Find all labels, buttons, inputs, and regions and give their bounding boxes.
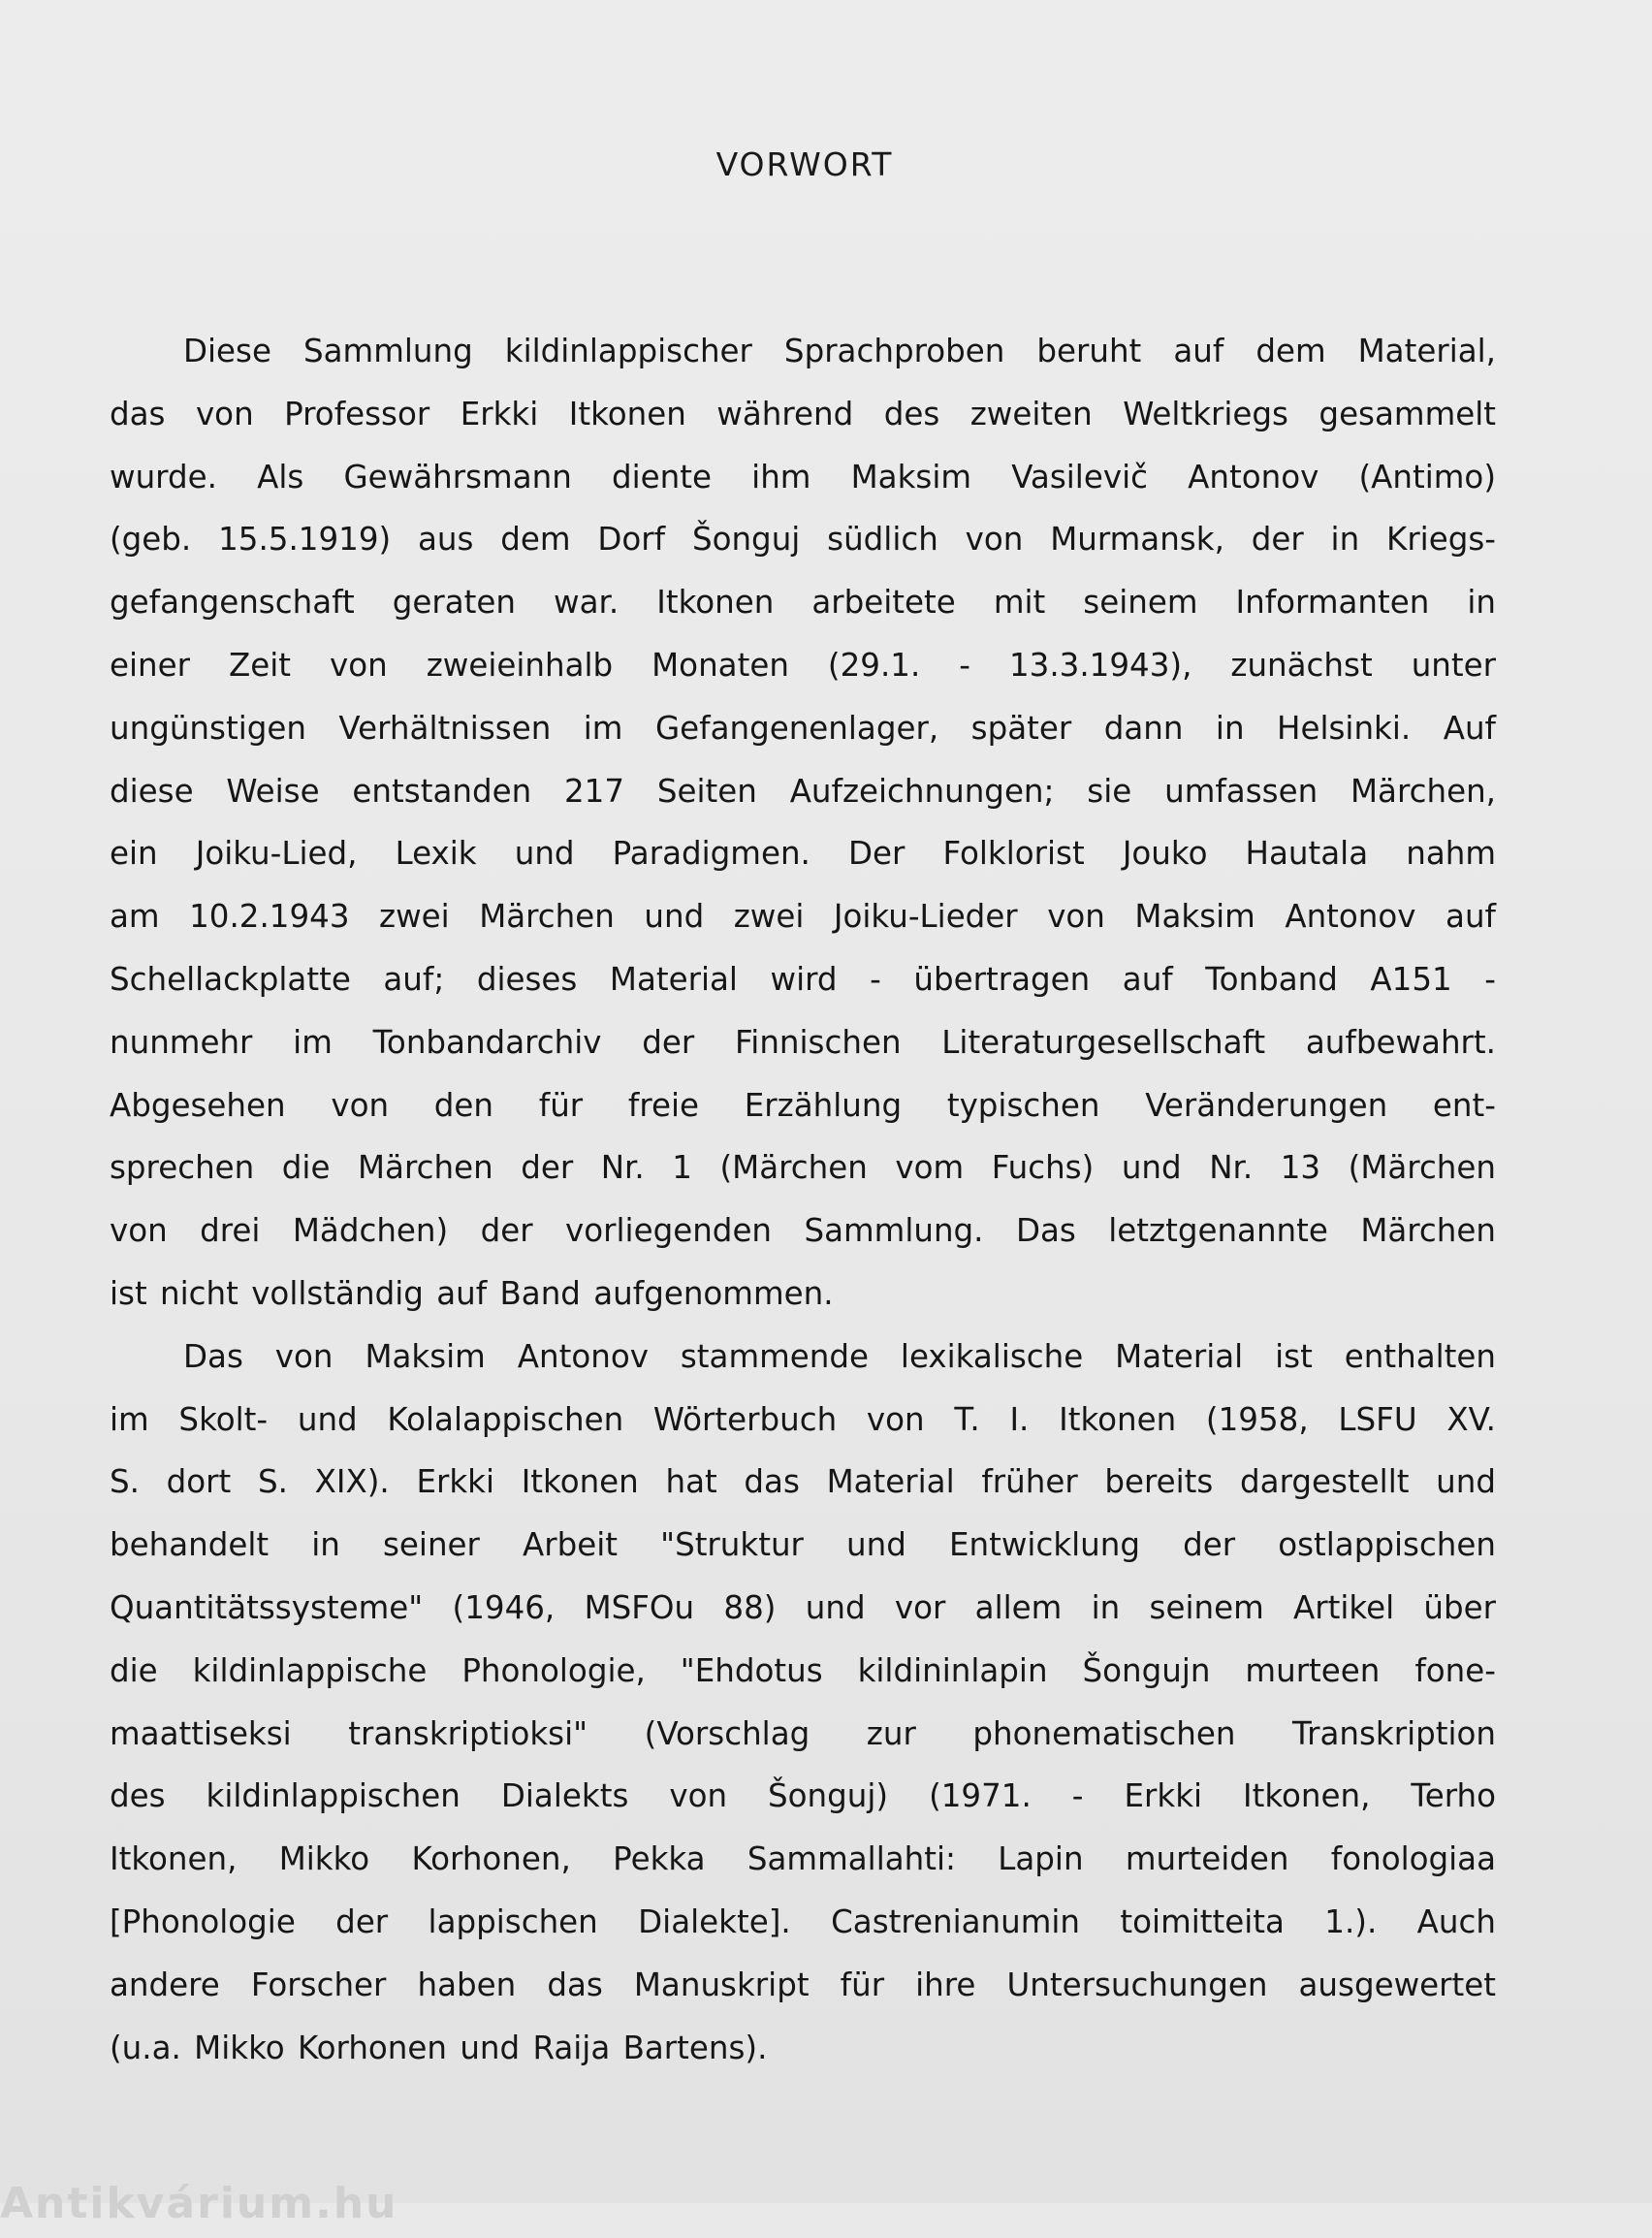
text-line: maattiseksi transkriptioksi" (Vorschlag zur phonematischen Transkription [110, 1714, 1496, 1752]
text-line: wurde. Als Gewährsmann diente ihm Maksim Vasilevič Antonov (Antimo) [110, 458, 1496, 496]
paragraph-2 [110, 1326, 1496, 2080]
text-line: im Skolt- und Kolalappischen Wörterbuch von T. I. Itkonen (1958, LSFU XV. [110, 1400, 1496, 1438]
text-line: ein Joiku-Lied, Lexik und Paradigmen. Der Folklorist Jouko Hautala nahm [110, 835, 1496, 873]
text-line: sprechen die Märchen der Nr. 1 (Märchen vom Fuchs) und Nr. 13 (Märchen [110, 1149, 1496, 1187]
text-line: die kildinlappische Phonologie, "Ehdotus kildininlapin Šongujn murteen fone- [110, 1651, 1496, 1689]
text-line: Itkonen, Mikko Korhonen, Pekka Sammallahti: Lapin murteiden fonologiaa [110, 1840, 1496, 1878]
text-line: ist nicht vollständig auf Band aufgenommen. [110, 1274, 834, 1312]
text-line: Das von Maksim Antonov stammende lexikalische Material ist enthalten [183, 1337, 1496, 1375]
text-line: einer Zeit von zweieinhalb Monaten (29.1. - 13.3.1943), zunächst unter [110, 646, 1496, 684]
text-line: von drei Mädchen) der vorliegenden Sammlung. Das letztgenannte Märchen [110, 1212, 1496, 1250]
text-line: (geb. 15.5.1919) aus dem Dorf Šonguj südlich von Murmansk, der in Kriegs- [110, 521, 1496, 559]
watermark: Antikvárium.hu [0, 2179, 398, 2228]
text-line: behandelt in seiner Arbeit "Struktur und Entwicklung der ostlappischen [110, 1526, 1496, 1564]
text-line: andere Forscher haben das Manuskript für ihre Untersuchungen ausgewertet [110, 1966, 1496, 2003]
text-line: Abgesehen von den für freie Erzählung typischen Veränderungen ent- [110, 1086, 1496, 1124]
page-title: VORWORT [715, 145, 894, 183]
text-line: ungünstigen Verhältnissen im Gefangenenlager, später dann in Helsinki. Auf [110, 709, 1496, 747]
paragraph-1 [110, 320, 1496, 1326]
text-line: Diese Sammlung kildinlappischer Sprachproben beruht auf dem Material, [183, 333, 1496, 369]
text-line: nunmehr im Tonbandarchiv der Finnischen Literaturgesellschaft aufbewahrt. [110, 1023, 1496, 1061]
text-line: S. dort S. XIX). Erkki Itkonen hat das Material früher bereits dargestellt und [110, 1463, 1496, 1501]
text-line: [Phonologie der lappischen Dialekte]. Castrenianumin toimitteita 1.). Auch [110, 1902, 1496, 1940]
text-line: Quantitätssysteme" (1946, MSFOu 88) und vor allem in seinem Artikel über [110, 1588, 1496, 1626]
text-line: Schellackplatte auf; dieses Material wird - übertragen auf Tonband A151 - [110, 960, 1496, 998]
body-text [110, 320, 1496, 2079]
text-line: des kildinlappischen Dialekts von Šonguj) (1971. - Erkki Itkonen, Terho [110, 1777, 1496, 1815]
text-line: das von Professor Erkki Itkonen während des zweiten Weltkriegs gesammelt [110, 395, 1496, 432]
text-line: diese Weise entstanden 217 Seiten Aufzeichnungen; sie umfassen Märchen, [110, 772, 1496, 810]
text-line: gefangenschaft geraten war. Itkonen arbeitete mit seinem Informanten in [110, 584, 1496, 622]
text-line: (u.a. Mikko Korhonen und Raija Bartens). [110, 2029, 768, 2066]
text-line: am 10.2.1943 zwei Märchen und zwei Joiku-Lieder von Maksim Antonov auf [110, 898, 1496, 936]
